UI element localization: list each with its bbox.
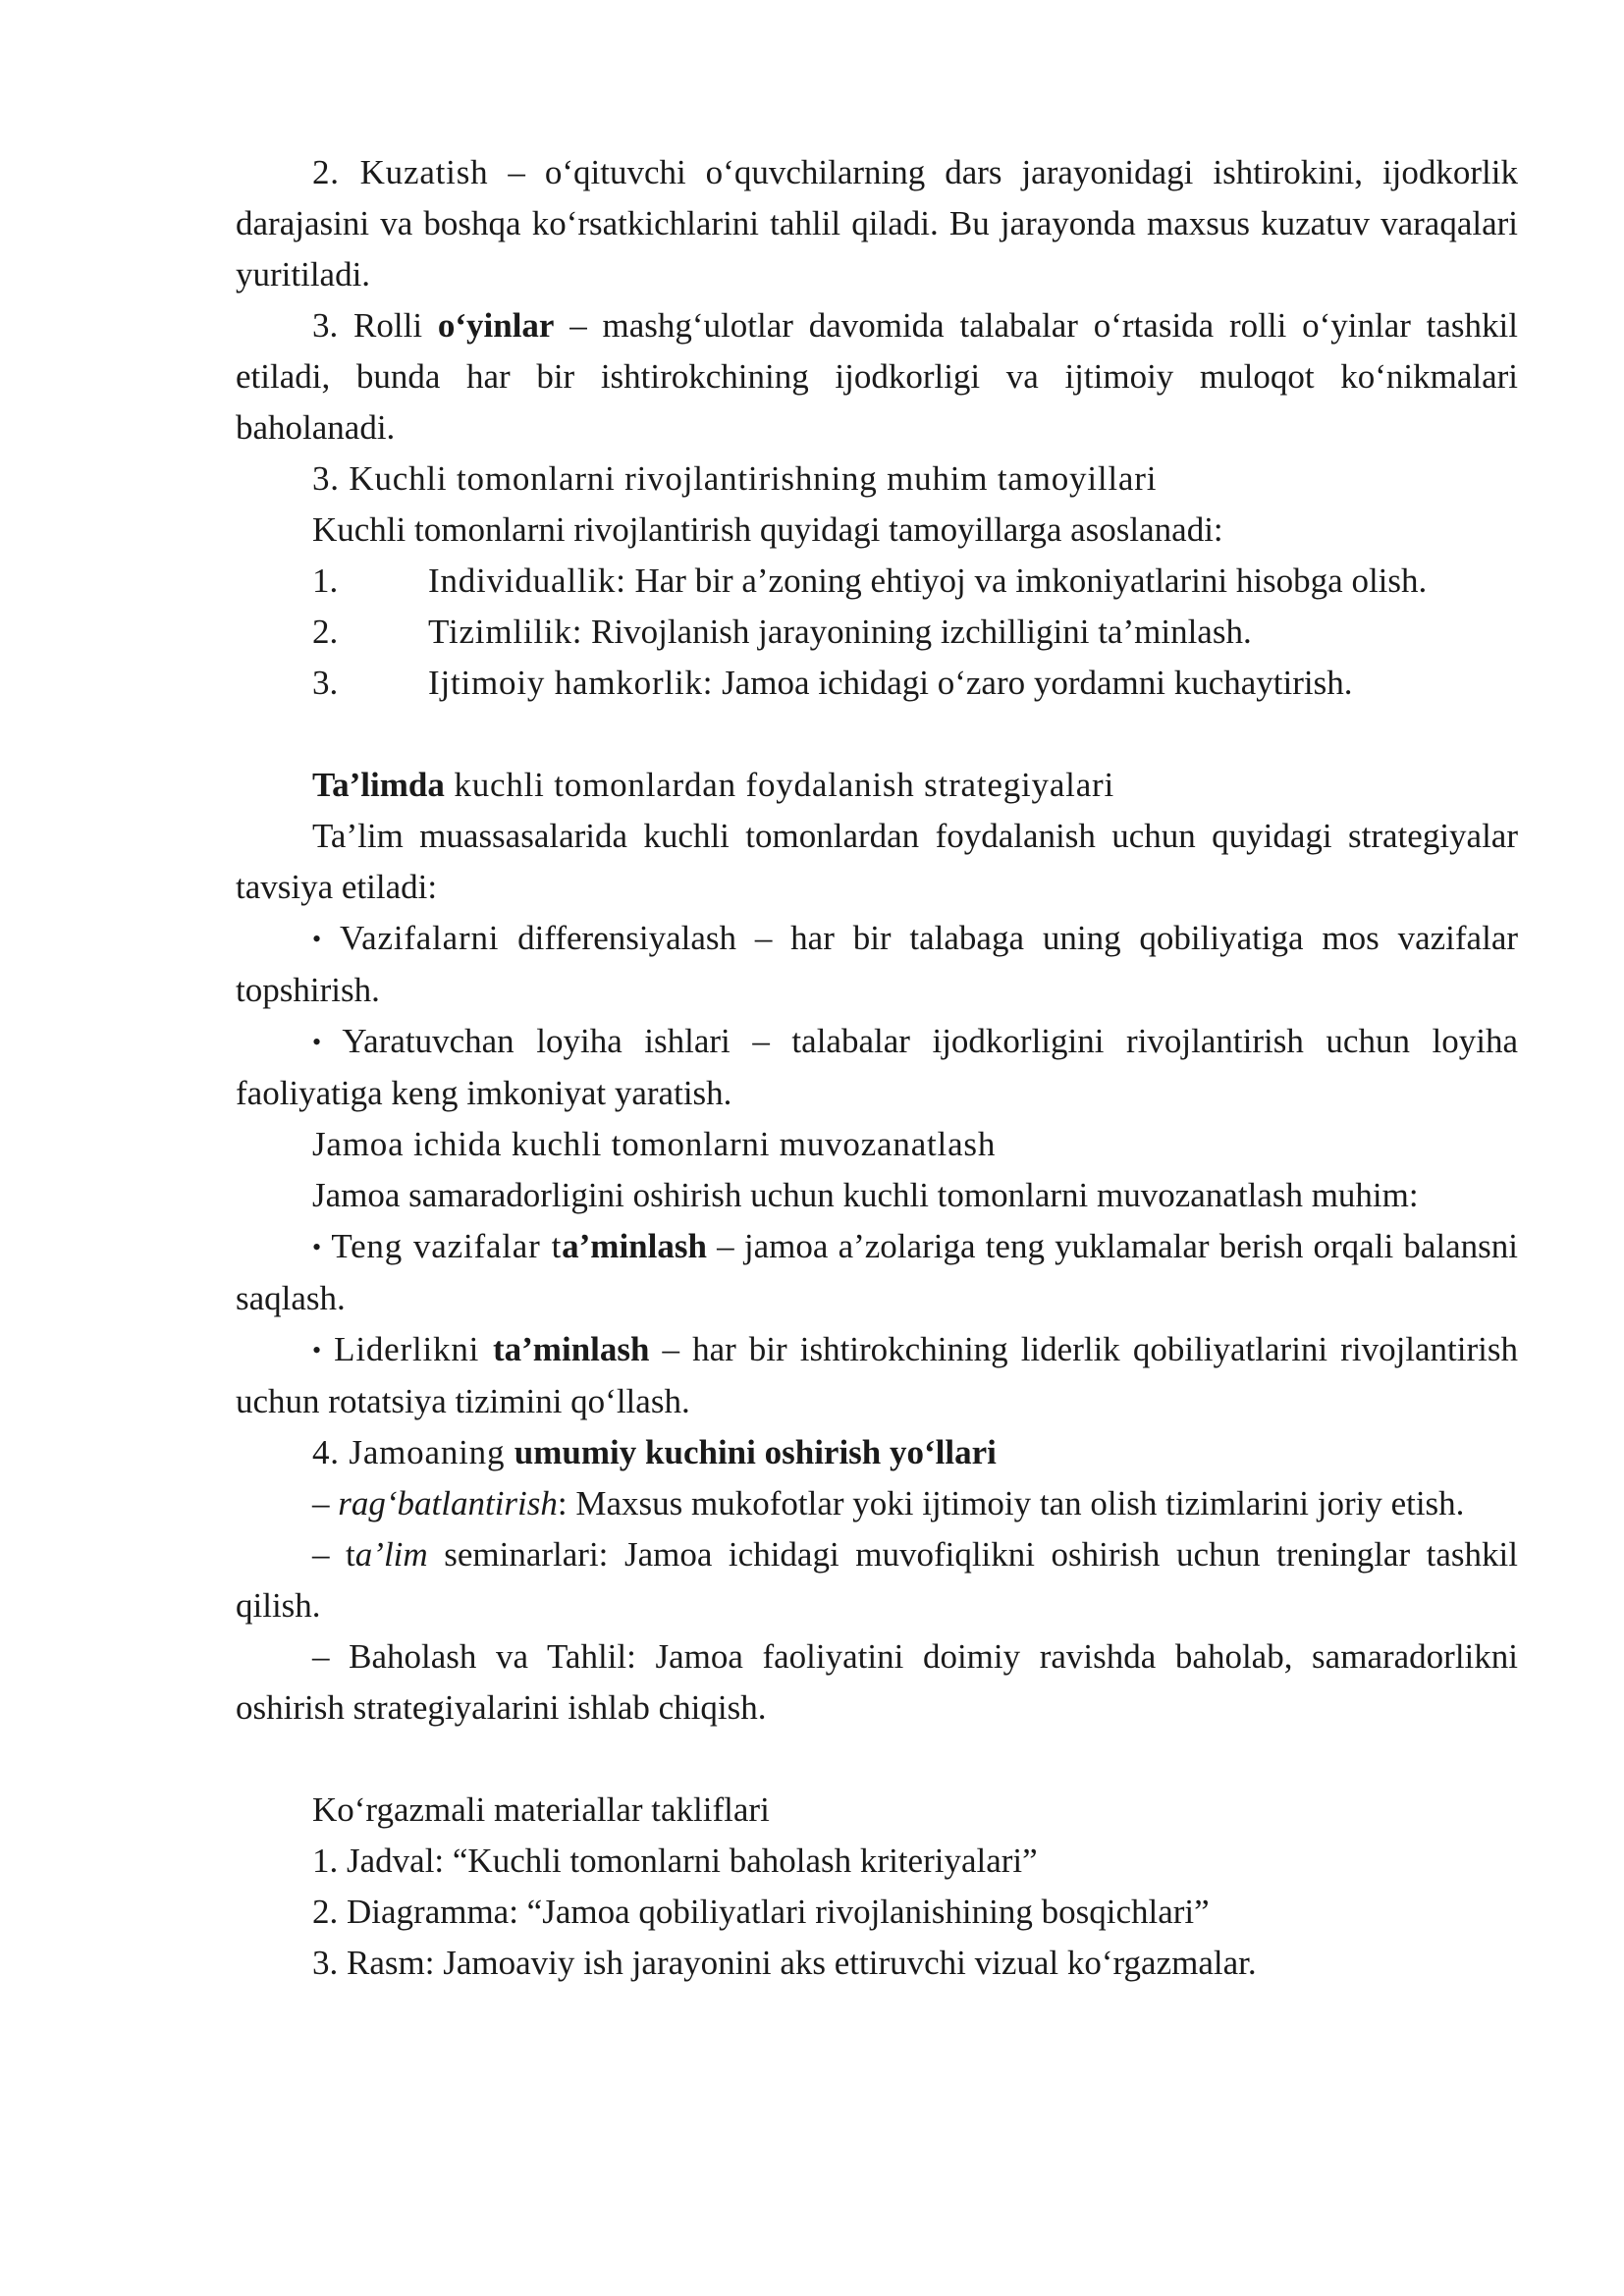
item-text: – jamoa a’zolariga teng yuklamalar berish orqali balansni saqlash. [236,1227,1519,1317]
italic-term: rag‘batlantirish [338,1484,558,1522]
paragraph-text: – o‘qituvchi o‘quvchilarning dars jarayonidagi ishtirokini, ijodkorlik darajasini va boshqa ko‘rsatkichlarini tahlil qiladi. Bu jarayonda maxsus kuzatuv varaqalari yuritiladi. [236,153,1519,294]
section-heading-principles: 3. Kuchli tomonlarni rivojlantirishning muhim tamoyillari [312,459,1158,498]
item-lead: Baholash va Tahlil: [349,1637,636,1676]
bullet-item-leadership [236,1324,1518,1427]
bold-term: o‘yinlar [437,306,555,345]
item-lead: Individuallik: [428,561,626,600]
bold-term: umumiy kuchini oshirish yo‘llari [514,1433,997,1471]
italic-term: a’lim [354,1535,428,1574]
dash-prefix: – [312,1484,339,1522]
bullet-item-differentiation [236,913,1518,1016]
list-item-image: 3. Rasm: Jamoaviy ish jarayonini aks ettiruvchi vizual ko‘rgazmalar. [312,1944,1257,1982]
paragraph-text: – mashg‘ulotlar davomida talabalar o‘rtasida rolli o‘yinlar tashkil etiladi, bunda har bir ishtirokchining ijodkorligi va ijtimoiy muloqot ko‘nikmalari baholanadi. [236,306,1518,447]
item-text: seminarlari: Jamoa ichidagi muvofiqlikni oshirish uchun treninglar tashkil qilish. [236,1535,1518,1625]
paragraph-lead: 2. Kuzatish [312,153,489,191]
paragraph-lead: 3. Rolli [312,306,438,345]
section-heading-balance: Jamoa ichida kuchli tomonlarni muvozanatlash [312,1125,997,1163]
section-heading-team-strength [236,1427,1518,1478]
numbered-item-2 [236,607,1518,658]
numbered-item-1 [236,556,1518,607]
dash-item-evaluation [236,1631,1518,1734]
list-item-diagram: 2. Diagramma: “Jamoa qobiliyatlari rivojlanishining bosqichlari” [312,1893,1210,1931]
item-text: Jamoa ichidagi o‘zaro yordamni kuchaytirish. [713,664,1353,702]
bullet-item-projects [236,1016,1518,1119]
item-lead: Vazifalarni [339,919,500,957]
item-text: – talabalar ijodkorligini rivojlantirish uchun loyiha faoliyatiga keng imkoniyat yaratish. [236,1022,1519,1112]
blank-line [236,709,1518,760]
item-text: : Maxsus mukofotlar yoki ijtimoiy tan olish tizimlarini joriy etish. [557,1484,1465,1522]
document-page [236,147,1518,1989]
bold-term: Ta’limda [312,766,445,804]
bullet-icon: • [312,1028,322,1056]
item-text: Har bir a’zoning ehtiyoj va imkoniyatlarini hisobga olish. [625,561,1428,600]
heading-text: kuchli tomonlardan foydalanish strategiyalari [444,766,1115,804]
dash-prefix: – t [312,1535,355,1574]
paragraph-strategies-intro: Ta’lim muassasalarida kuchli tomonlardan foydalanish uchun quyidagi strategiyalar tavsiya etiladi: [236,817,1518,906]
numbered-item-3 [236,658,1518,709]
item-number: 1. [312,561,339,600]
list-item-table: 1. Jadval: “Kuchli tomonlarni baholash kriteriyalari” [312,1842,1038,1880]
bold-term: ta’minlash [493,1330,650,1368]
bullet-item-equal-tasks [236,1221,1518,1324]
item-text: – har bir ishtirokchining liderlik qobiliyatlarini rivojlantirish uchun rotatsiya tizimini qo‘llash. [236,1330,1518,1420]
item-number: 2. [312,613,339,651]
paragraph-kuzatish [236,147,1518,300]
dash-item-seminars [236,1529,1518,1631]
paragraph-principles-intro: Kuchli tomonlarni rivojlantirish quyidagi tamoyillarga asoslanadi: [312,510,1223,549]
bold-term: a’minlash [562,1227,707,1265]
bullet-icon: • [312,1336,322,1364]
dash-prefix: – [312,1637,350,1676]
paragraph-balance-intro: Jamoa samaradorligini oshirish uchun kuchli tomonlarni muvozanatlash muhim: [312,1176,1419,1214]
item-lead: Liderlikni [334,1330,493,1368]
heading-lead: 4. Jamoaning [312,1433,514,1471]
bullet-icon: • [312,1233,322,1261]
item-lead: Tizimlilik: [428,613,583,651]
section-heading-strategies [236,760,1518,811]
item-text: Jamoa faoliyatini doimiy ravishda baholab, samaradorlikni oshirish strategiyalarini ishlab chiqish. [236,1637,1518,1727]
item-lead: Yaratuvchan loyiha ishlari [342,1022,731,1060]
item-lead: Ijtimoiy hamkorlik: [428,664,714,702]
dash-item-motivation [236,1478,1518,1529]
item-text: Rivojlanish jarayonining izchilligini ta’minlash. [582,613,1252,651]
blank-line [236,1734,1518,1785]
section-heading-visual-materials: Ko‘rgazmali materiallar takliflari [312,1790,770,1829]
paragraph-rolli-oyinlar [236,300,1518,454]
item-number: 3. [312,664,339,702]
item-text: differensiyalash – har bir talabaga uning qobiliyatiga mos vazifalar topshirish. [236,919,1519,1009]
bullet-icon: • [312,925,322,953]
item-lead: Teng vazifalar t [331,1227,563,1265]
